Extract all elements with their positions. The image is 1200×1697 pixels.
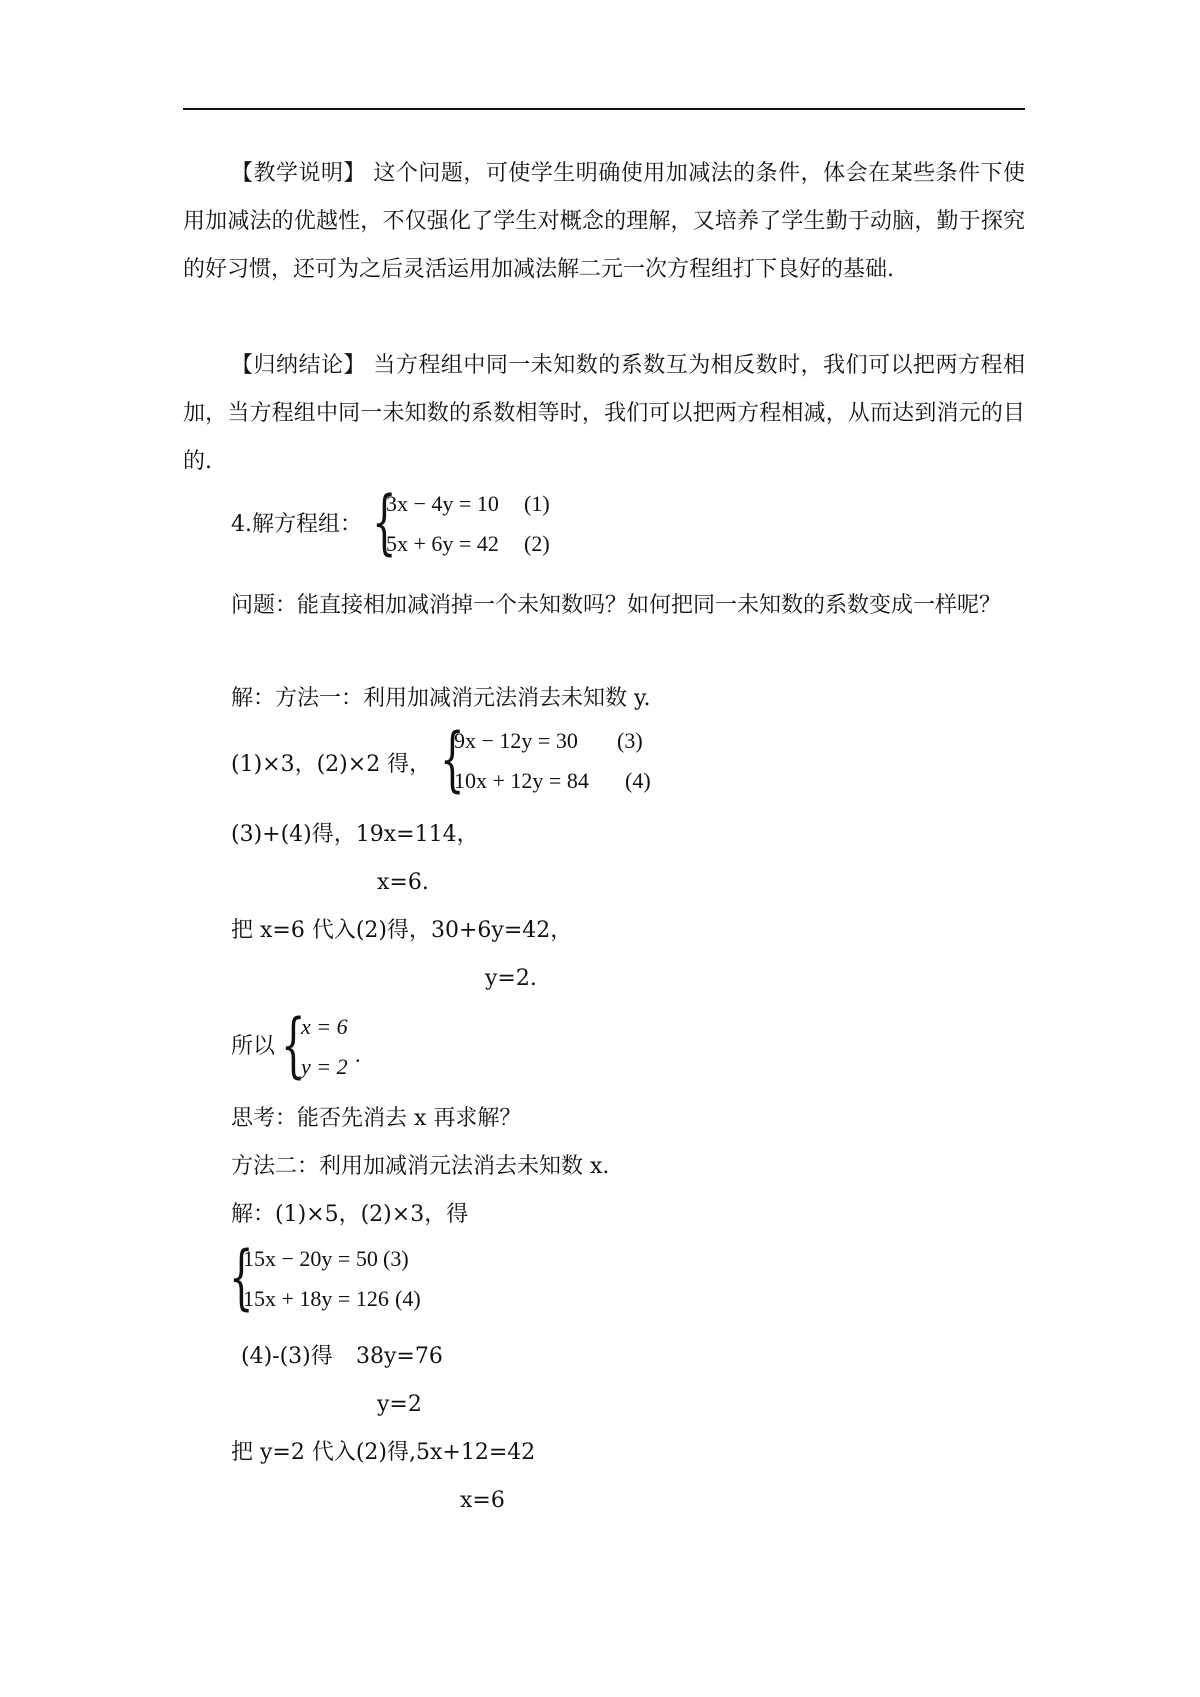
equation-5: 15x − 20y = 50 [243,1246,378,1271]
equation-4: 10x + 12y = 84 [454,768,589,793]
step-4: 把 x=6 代入(2)得，30+6y=42， [231,918,573,943]
method-1-heading: 解：方法一：利用加减消元法消去未知数 y. [231,686,651,711]
step-3: x=6. [377,870,429,895]
header-rule [183,108,1025,110]
equation-tag-6: (4) [395,1286,421,1311]
equation-system-1 [372,481,592,567]
step-10: x=6 [460,1488,505,1513]
equation-tag-2: (2) [524,531,550,556]
step-9: 把 y=2 代入(2)得,5x+12=42 [231,1440,536,1465]
brace-symbol: { [372,481,397,563]
equation-tag-5: (3) [383,1246,409,1271]
equation-system-2 [440,718,670,804]
question-paragraph: 问题：能直接相加减消掉一个未知数吗？如何把同一未知数的系数变成一样呢？ [231,593,1002,618]
brace-symbol: { [281,1004,306,1086]
teaching-note-paragraph: 【教学说明】 这个问题，可使学生明确使用加减法的条件，体会在某些条件下使用加减法的优越性，不仅强化了学生对概念的理解，又培养了学生勤于动脑，勤于探究的好习惯，还可为之后灵活运用加减法解二元一次方程组打下良好的基础. [183,161,1025,282]
equation-tag-3: (3) [617,728,643,753]
problem-4-label: 4.解方程组： [231,512,362,537]
think-question: 思考：能否先消去 x 再求解？ [231,1106,522,1131]
solution-x: x = 6 [301,1014,348,1039]
solution-y: y = 2 [301,1054,348,1079]
brace-symbol: { [440,718,465,800]
equation-6: 15x + 18y = 126 [243,1286,389,1311]
equation-tag-4: (4) [625,768,651,793]
equation-1: 3x − 4y = 10 [386,491,499,516]
conclusion-paragraph: 【归纳结论】 当方程组中同一未知数的系数互为相反数时，我们可以把两方程相加，当方程组中同一未知数的系数相等时，我们可以把两方程相减，从而达到消元的目的. [183,353,1025,474]
step-5: y=2. [485,966,537,991]
method-2-heading: 方法二：利用加减消元法消去未知数 x. [231,1154,610,1179]
solution-system [281,1004,391,1090]
step-6: 解：(1)×5，(2)×3，得 [231,1202,469,1227]
equation-2: 5x + 6y = 42 [386,531,499,556]
equation-3: 9x − 12y = 30 [454,728,578,753]
solution-period: . [355,1042,361,1067]
brace-symbol: { [229,1236,254,1318]
step-7-label: (4)-(3)得 [241,1344,333,1369]
so-label: 所以 [231,1034,276,1059]
equation-tag-1: (1) [524,491,550,516]
step-7-equation: 38y=76 [356,1344,443,1369]
step-1-label: (1)×3，(2)×2 得， [231,752,432,777]
step-2: (3)+(4)得，19x=114， [231,822,479,847]
step-8: y=2 [377,1392,422,1417]
equation-system-4 [229,1236,449,1322]
